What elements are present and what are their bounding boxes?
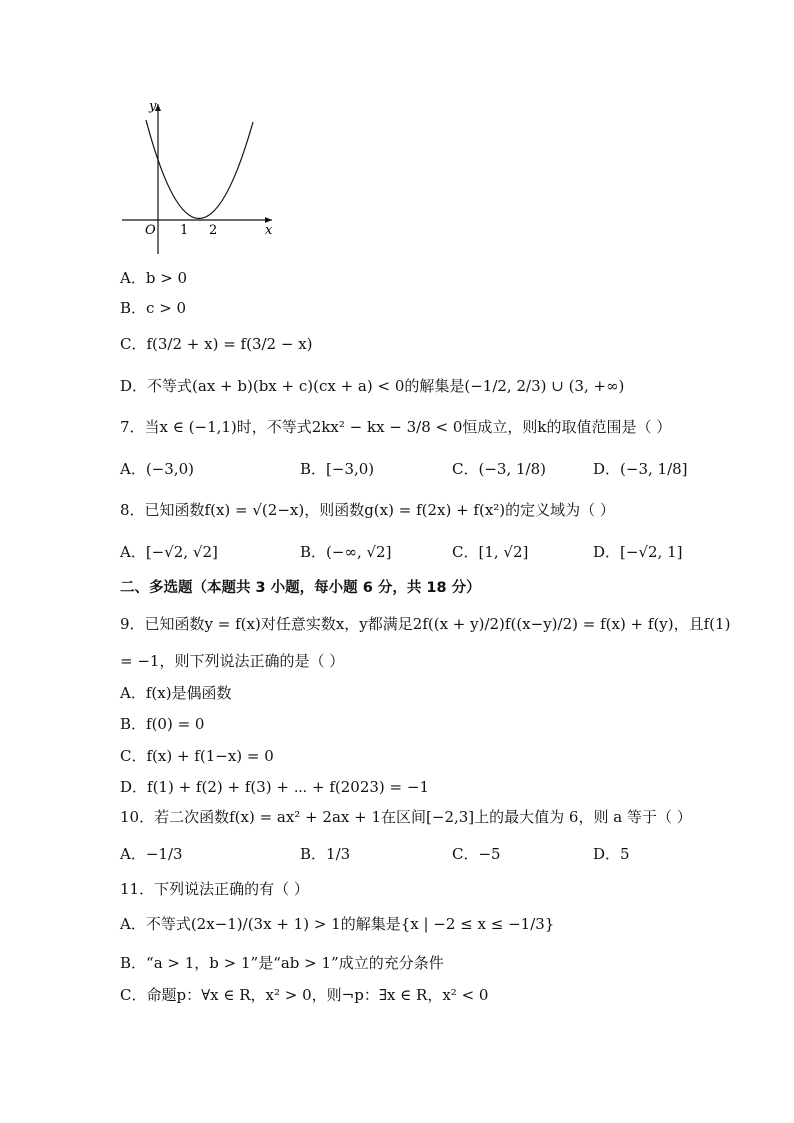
q9-stem-line2: = −1，则下列说法正确的是（ ） bbox=[120, 652, 345, 670]
parabola-graph bbox=[112, 96, 282, 258]
q6-option-a: A．b > 0 bbox=[120, 269, 188, 287]
q9-option-a: A．f(x)是偶函数 bbox=[120, 684, 232, 702]
q8-option-c: C．[1, √2] bbox=[452, 543, 529, 561]
q9-option-d: D．f(1) + f(2) + f(3) + ⋯ + f(2023) = −1 bbox=[120, 778, 429, 796]
q7-stem: 7．当x ∈ (−1,1)时，不等式2kx² − kx − 3/8 < 0恒成立，则k的取值范围是（ ） bbox=[120, 418, 672, 436]
q11-option-b: B．“a > 1，b > 1”是“ab > 1”成立的充分条件 bbox=[120, 954, 444, 972]
q10-stem: 10．若二次函数f(x) = ax² + 2ax + 1在区间[−2,3]上的最大值为 6，则 a 等于（ ） bbox=[120, 808, 692, 826]
x-axis-label: x bbox=[265, 223, 273, 238]
q7-option-c: C．(−3, 1/8) bbox=[452, 460, 546, 478]
q11-stem: 11．下列说法正确的有（ ） bbox=[120, 880, 309, 898]
section-heading: 二、多选题（本题共 3 小题，每小题 6 分，共 18 分） bbox=[120, 580, 481, 596]
y-axis-label: y bbox=[149, 99, 157, 114]
q10-option-a: A．−1/3 bbox=[120, 845, 183, 863]
q7-option-a: A．(−3,0) bbox=[120, 460, 194, 478]
q7-option-d: D．(−3, 1/8] bbox=[593, 460, 688, 478]
q11-option-a: A．不等式(2x−1)/(3x + 1) > 1的解集是{x | −2 ≤ x ≤ −1/3} bbox=[120, 915, 555, 933]
q6-option-d: D．不等式(ax + b)(bx + c)(cx + a) < 0的解集是(−1/2, 2/3) ∪ (3, +∞) bbox=[120, 377, 625, 395]
parabola-curve bbox=[146, 120, 253, 219]
q6-option-b: B．c > 0 bbox=[120, 299, 187, 317]
q10-option-c: C．−5 bbox=[452, 845, 501, 863]
q10-option-b: B．1/3 bbox=[300, 845, 351, 863]
q9-stem-line1: 9．已知函数y = f(x)对任意实数x，y都满足2f((x + y)/2)f((x−y)/2) = f(x) + f(y)，且f(1) bbox=[120, 615, 731, 633]
tick-label-2: 2 bbox=[209, 223, 218, 238]
q6-option-c: C．f(3/2 + x) = f(3/2 − x) bbox=[120, 335, 313, 353]
q7-option-b: B．[−3,0) bbox=[300, 460, 375, 478]
q9-option-c: C．f(x) + f(1−x) = 0 bbox=[120, 747, 274, 765]
q8-option-d: D．[−√2, 1] bbox=[593, 543, 683, 561]
q8-option-a: A．[−√2, √2] bbox=[120, 543, 218, 561]
q9-option-b: B．f(0) = 0 bbox=[120, 715, 205, 733]
q8-stem: 8．已知函数f(x) = √(2−x)，则函数g(x) = f(2x) + f(x²)的定义域为（ ） bbox=[120, 501, 615, 519]
origin-label: O bbox=[145, 223, 156, 238]
q8-option-b: B．(−∞, √2] bbox=[300, 543, 392, 561]
tick-label-1: 1 bbox=[180, 223, 189, 238]
q10-option-d: D．5 bbox=[593, 845, 630, 863]
q11-option-c: C．命题p：∀x ∈ R，x² > 0，则¬p：∃x ∈ R，x² < 0 bbox=[120, 986, 489, 1004]
